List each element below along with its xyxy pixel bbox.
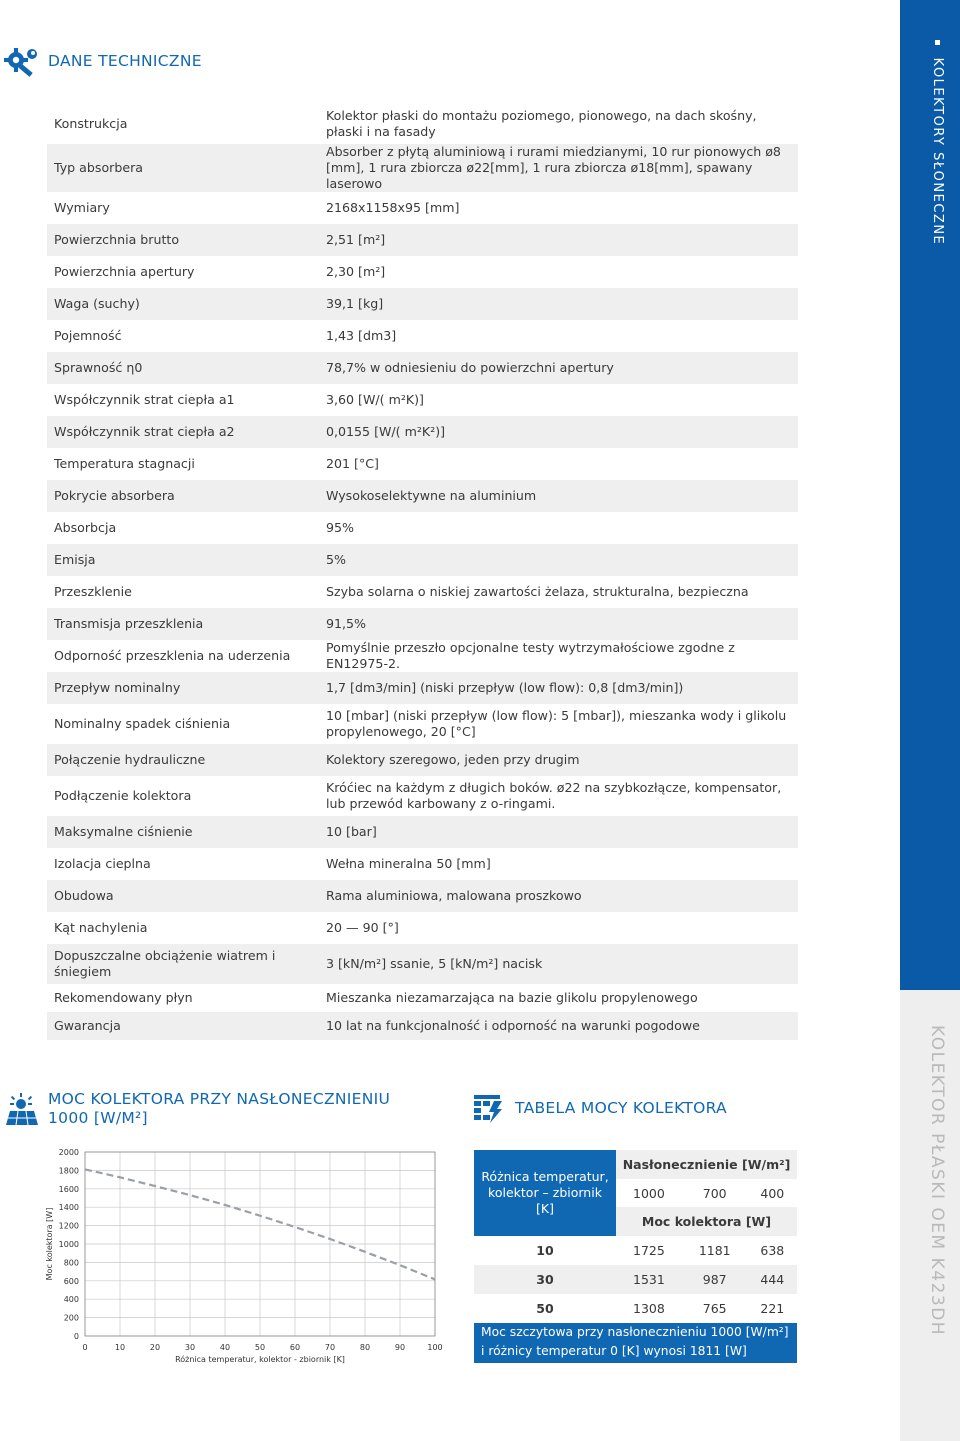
spec-row: [47, 224, 798, 256]
spec-label: Konstrukcja: [54, 116, 128, 131]
spec-label: Obudowa: [47, 880, 319, 912]
spec-row: [47, 544, 798, 576]
power-cell: 444: [760, 1272, 785, 1287]
y-tick-label: 2000: [58, 1148, 79, 1157]
y-tick-label: 1400: [58, 1203, 79, 1213]
power-table: [474, 1150, 797, 1323]
spec-value: 3,60 [W/( m²K)]: [326, 392, 424, 407]
spec-row: [47, 416, 798, 448]
spec-value: Króćiec na każdym z długich boków. ø22 na szybkozłącze, kompensator, lub przewód karbowany z o-ringami.: [326, 780, 782, 811]
x-tick-label: 50: [254, 1343, 266, 1352]
spec-label: Pojemność: [54, 328, 122, 343]
tools-icon: [4, 46, 38, 78]
y-tick-label: 1000: [58, 1240, 79, 1249]
power-chart: [40, 1140, 460, 1370]
sun-panel-icon: [4, 1093, 40, 1127]
power-cell: 765: [702, 1301, 727, 1316]
dt-cell: 30: [536, 1272, 554, 1287]
spec-label: Wymiary: [54, 200, 110, 215]
spec-label: Podłączenie kolektora: [54, 788, 192, 803]
peak-power-note: [474, 1323, 797, 1363]
spec-label: Połączenie hydrauliczne: [47, 744, 319, 776]
spec-row: [47, 776, 798, 816]
spec-row: [47, 816, 798, 848]
y-tick-label: 1600: [58, 1184, 79, 1194]
y-tick-label: 200: [63, 1313, 79, 1323]
row-header-cell: Różnica temperatur, kolektor – zbiornik [K]: [474, 1150, 616, 1236]
power-table-icon: [474, 1093, 504, 1123]
spec-row: [47, 704, 798, 744]
insolation-value-700: 700: [702, 1185, 727, 1201]
power-cell: 1308: [633, 1301, 665, 1316]
x-tick-label: 80: [359, 1343, 371, 1352]
x-tick-label: 100: [427, 1343, 443, 1352]
spec-row: [47, 104, 798, 144]
spec-value: Kolektor płaski do montażu poziomego, pionowego, na dach skośny, płaski i na fasady: [326, 108, 757, 139]
spec-row: [47, 192, 798, 224]
spec-label: Emisja: [47, 544, 319, 576]
sidebar-product-label: KOLEKTOR PŁASKI OEM K423DH: [927, 1025, 947, 1337]
power-cell: 1531: [633, 1272, 665, 1287]
spec-label: Powierzchnia apertury: [54, 264, 195, 279]
y-tick-label: 800: [63, 1258, 79, 1268]
y-tick-label: 0: [73, 1332, 79, 1341]
specs-table: [47, 104, 798, 1040]
insolation-value-1000: 1000: [633, 1185, 665, 1201]
spec-value: 1,7 [dm3/min] (niski przepływ (low flow): 0,8 [dm3/min]): [319, 672, 798, 704]
spec-value: 3 [kN/m²] ssanie, 5 [kN/m²] nacisk: [319, 944, 798, 984]
note-line-1: Moc szczytowa przy nasłonecznieniu 1000 [W/m²]: [481, 1325, 789, 1339]
x-tick-label: 10: [114, 1343, 126, 1352]
spec-value: 1,43 [dm3]: [326, 328, 397, 343]
spec-label: Temperatura stagnacji: [54, 456, 195, 471]
y-tick-label: 600: [63, 1276, 79, 1286]
spec-label: Sprawność η0: [47, 352, 319, 384]
y-tick-label: 1200: [58, 1221, 79, 1231]
spec-label: Współczynnik strat ciepła a2: [47, 416, 319, 448]
power-chart-svg: [40, 1140, 460, 1370]
table-row: [474, 1294, 797, 1323]
x-tick-label: 20: [149, 1343, 161, 1352]
insolation-header: Nasłonecznienie [W/m²]: [616, 1150, 797, 1179]
spec-label: Gwarancja: [47, 1012, 319, 1040]
spec-label: Pokrycie absorbera: [47, 480, 319, 512]
note-line-2: i różnicy temperatur 0 [K] wynosi 1811 [W]: [481, 1344, 747, 1358]
insolation-value-400: 400: [760, 1185, 785, 1201]
sidebar-top-text: KOLEKTORY SŁONECZNE: [930, 57, 945, 246]
spec-value: Pomyślnie przeszło opcjonalne testy wytrzymałościowe zgodne z EN12975-2.: [326, 640, 735, 671]
spec-value: Mieszanka niezamarzająca na bazie glikolu propylenowego: [326, 990, 698, 1005]
table-row: [474, 1265, 797, 1294]
table-row: [474, 1236, 797, 1265]
spec-row: [47, 352, 798, 384]
spec-label: Odporność przeszklenia na uderzenia: [54, 648, 291, 663]
spec-label: Transmisja przeszklenia: [47, 608, 319, 640]
y-tick-label: 1800: [58, 1166, 79, 1176]
dt-cell: 10: [536, 1243, 554, 1258]
chart-title: [48, 1090, 390, 1128]
spec-value: 0,0155 [W/( m²K²)]: [319, 416, 798, 448]
spec-row: [47, 744, 798, 776]
spec-value: 2168x1158x95 [mm]: [326, 200, 460, 215]
spec-label: Kąt nachylenia: [54, 920, 148, 935]
y-tick-label: 400: [63, 1295, 79, 1305]
power-cell: 638: [760, 1243, 785, 1258]
spec-label: Przepływ nominalny: [47, 672, 319, 704]
dt-cell: 50: [536, 1301, 554, 1316]
spec-label: Współczynnik strat ciepła a1: [54, 392, 235, 407]
spec-label: Absorbcja: [54, 520, 117, 535]
chart-title-line2: 1000 [W/M²]: [48, 1109, 148, 1127]
spec-row: [47, 608, 798, 640]
x-tick-label: 70: [324, 1343, 336, 1352]
spec-row: [47, 448, 798, 480]
spec-value: 5%: [319, 544, 798, 576]
spec-value: 91,5%: [319, 608, 798, 640]
spec-value: Rama aluminiowa, malowana proszkowo: [319, 880, 798, 912]
spec-label: Przeszklenie: [54, 584, 132, 599]
spec-label: Maksymalne ciśnienie: [47, 816, 319, 848]
spec-value: Szyba solarna o niskiej zawartości żelaza, strukturalna, bezpieczna: [326, 584, 749, 599]
spec-row: [47, 1012, 798, 1040]
spec-row: [47, 144, 798, 192]
spec-row: [47, 984, 798, 1012]
sidebar-category-label: [915, 40, 945, 280]
spec-row: [47, 944, 798, 984]
bullet-square-icon: [935, 40, 940, 45]
specs-title: DANE TECHNICZNE: [48, 52, 202, 70]
spec-value: Wysokoselektywne na aluminium: [319, 480, 798, 512]
spec-value: 10 [bar]: [319, 816, 798, 848]
spec-label: Rekomendowany płyn: [54, 990, 193, 1005]
spec-label: Dopuszczalne obciążenie wiatrem i śniegiem: [47, 944, 319, 984]
spec-row: [47, 880, 798, 912]
spec-row: [47, 384, 798, 416]
spec-label: Powierzchnia brutto: [47, 224, 319, 256]
spec-value: 2,30 [m²]: [326, 264, 386, 279]
spec-row: [47, 512, 798, 544]
y-axis-label: Moc kolektora [W]: [45, 1207, 54, 1281]
spec-value: 10 lat na funkcjonalność i odporność na warunki pogodowe: [319, 1012, 798, 1040]
spec-row: [47, 256, 798, 288]
spec-value: 10 [mbar] (niski przepływ (low flow): 5 [mbar]), mieszanka wody i glikolu propylenowego, 20 [°C]: [326, 708, 787, 739]
spec-value: 2,51 [m²]: [319, 224, 798, 256]
power-table-title: TABELA MOCY KOLEKTORA: [515, 1099, 727, 1117]
x-tick-label: 0: [82, 1343, 88, 1352]
spec-label: Waga (suchy): [47, 288, 319, 320]
spec-row: [47, 848, 798, 880]
x-axis-label: Różnica temperatur, kolektor - zbiornik [K]: [175, 1355, 345, 1364]
spec-value: 95%: [326, 520, 354, 535]
spec-value: Absorber z płytą aluminiową i rurami miedzianymi, 10 rur pionowych ø8 [mm], 1 rura zbiorcza ø22[mm], 1 rura zbiorcza ø18[mm], spawany laserowo: [319, 144, 798, 192]
spec-value: Wełna mineralna 50 [mm]: [326, 856, 491, 871]
spec-row: [47, 672, 798, 704]
x-tick-label: 60: [289, 1343, 301, 1352]
spec-value: 39,1 [kg]: [319, 288, 798, 320]
spec-row: [47, 480, 798, 512]
spec-row: [47, 288, 798, 320]
power-header: Moc kolektora [W]: [616, 1207, 797, 1236]
power-cell: 1181: [698, 1243, 731, 1258]
spec-row: [47, 912, 798, 944]
spec-label: Nominalny spadek ciśnienia: [54, 716, 231, 731]
spec-value: 201 [°C]: [326, 456, 379, 471]
spec-row: [47, 320, 798, 352]
x-tick-label: 90: [394, 1343, 406, 1352]
spec-value: 20 — 90 [°]: [326, 920, 399, 935]
x-tick-label: 40: [219, 1343, 231, 1352]
spec-value: 78,7% w odniesieniu do powierzchni apertury: [319, 352, 798, 384]
power-cell: 221: [760, 1301, 785, 1316]
power-cell: 1725: [633, 1243, 665, 1258]
power-cell: 987: [702, 1272, 727, 1287]
x-tick-label: 30: [184, 1343, 196, 1352]
spec-value: Kolektory szeregowo, jeden przy drugim: [319, 744, 798, 776]
spec-label: Typ absorbera: [47, 144, 319, 192]
spec-label: Izolacja cieplna: [54, 856, 151, 871]
spec-row: [47, 640, 798, 672]
chart-title-line1: MOC KOLEKTORA PRZY NASŁONECZNIENIU: [48, 1090, 391, 1108]
spec-row: [47, 576, 798, 608]
